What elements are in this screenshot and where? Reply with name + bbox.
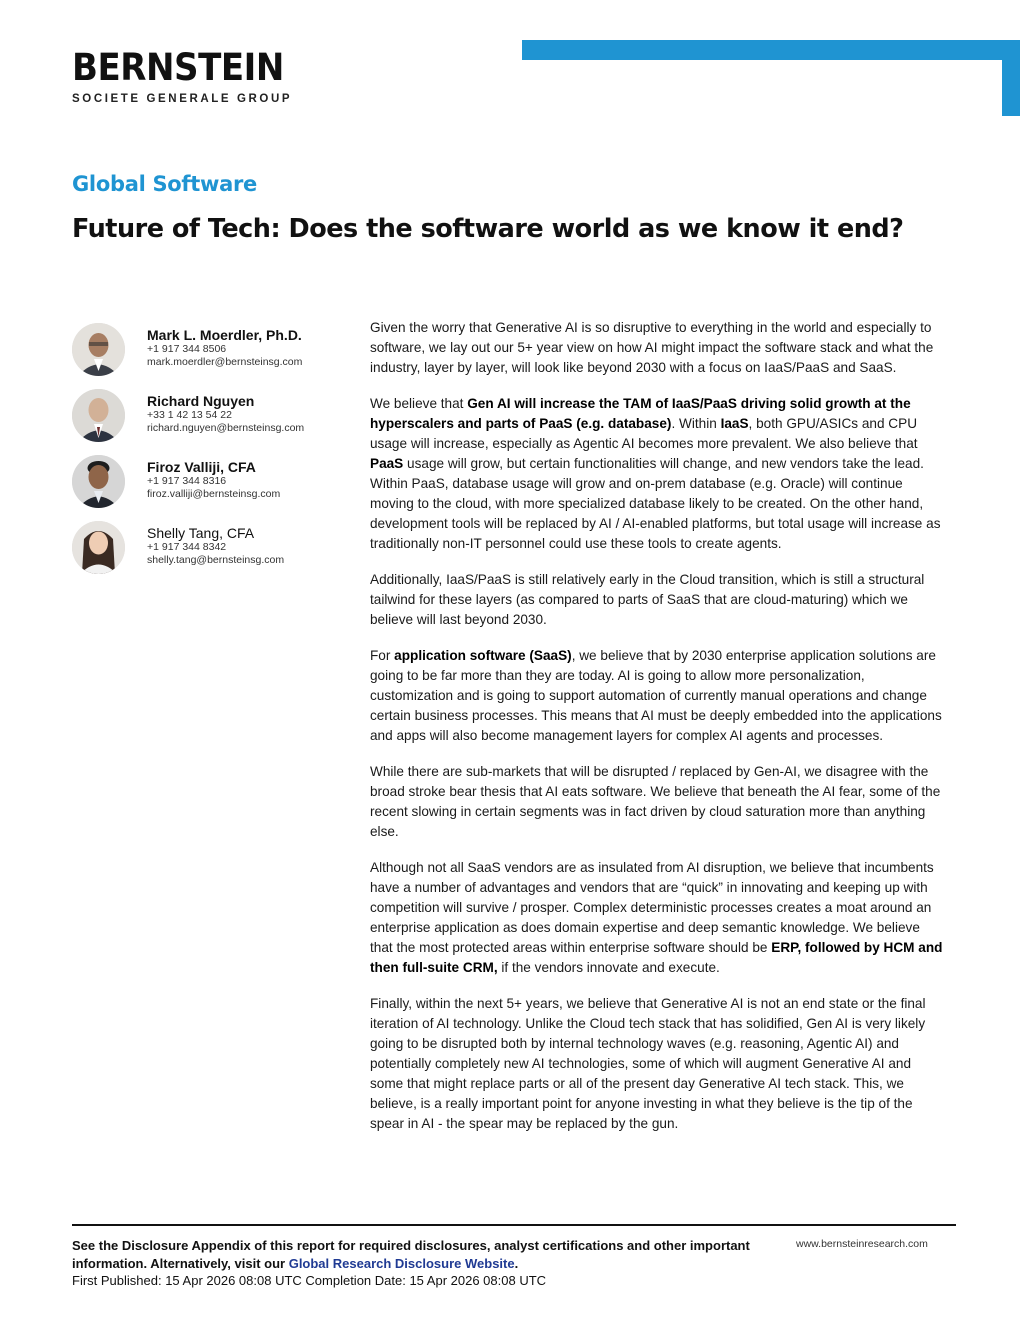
- analyst-photo: [72, 455, 125, 508]
- report-body: [370, 318, 945, 1150]
- analyst-phone: +1 917 344 8506: [147, 343, 227, 355]
- footer-disclosure: [72, 1237, 772, 1290]
- analyst-phone: +1 917 344 8342: [147, 541, 227, 553]
- accent-bar-vertical: [1002, 40, 1020, 116]
- report-title: Future of Tech: Does the software world as we know it end?: [72, 214, 904, 244]
- paragraph-text: . Within: [671, 416, 721, 431]
- body-paragraph: [370, 858, 945, 978]
- analyst-email[interactable]: shelly.tang@bernsteinsg.com: [147, 554, 285, 566]
- emphasis-text: IaaS: [720, 416, 749, 431]
- analyst-card: [72, 455, 342, 511]
- disclosure-text-end: .: [514, 1255, 519, 1271]
- paragraph-text: Finally, within the next 5+ years, we believe that Generative AI is not an end state or the final iteration of AI technology. Unlike the Cloud tech stack that has solidified, Gen AI is very likely going to be disrupted both by internal technology waves (e.g. reasoning, Agentic AI) and potentially completely new AI technologies, some of which will augment Generative AI and some that might replace parts or all of the present day Generative AI tech stack. This, we believe, is a really important point for anyone investing in what they believe is the tip of the spear in AI - the spear may be replaced by the gun.: [370, 996, 926, 1131]
- bernstein-logo: [72, 48, 302, 105]
- analyst-name: Firoz Valliji, CFA: [147, 459, 256, 475]
- emphasis-text: application software (SaaS): [394, 648, 572, 663]
- analyst-card: [72, 521, 342, 577]
- analyst-email[interactable]: richard.nguyen@bernsteinsg.com: [147, 422, 305, 434]
- emphasis-text: ERP, followed by HCM and then full-suite CRM,: [370, 940, 943, 975]
- paragraph-text: if the vendors innovate and execute.: [497, 960, 720, 975]
- body-paragraph: [370, 394, 945, 554]
- paragraph-text: , we believe that by 2030 enterprise application solutions are going to be far more than they are today. AI is going to allow more personalization, customization and is going to support automation of currently manual operations and change certain business processes. This means that AI must be deeply embedded into the applications and apps will also become management layers for complex AI agents and processes.: [370, 648, 942, 743]
- logo-wordmark: BERNSTEIN: [72, 46, 284, 89]
- paragraph-text: Although not all SaaS vendors are as insulated from AI disruption, we believe that incumbents have a number of advantages and vendors that are “quick” in innovating and keeping up with competition will survive / prosper. Complex deterministic processes creates a moat around an enterprise application as does domain expertise and deep semantic knowledge. We believe that the most protected areas within enterprise software should be: [370, 860, 934, 955]
- disclosure-website-link[interactable]: Global Research Disclosure Website: [288, 1255, 515, 1271]
- analyst-card: [72, 323, 342, 379]
- research-website-link[interactable]: www.bernsteinresearch.com: [796, 1238, 928, 1250]
- footer-divider: [72, 1224, 956, 1226]
- paragraph-text: For: [370, 648, 395, 663]
- analyst-name: Mark L. Moerdler, Ph.D.: [147, 327, 302, 343]
- body-paragraph: [370, 646, 945, 746]
- section-label: Global Software: [72, 172, 257, 196]
- analyst-name: Shelly Tang, CFA: [147, 525, 255, 541]
- emphasis-text: PaaS: [370, 456, 404, 471]
- analyst-photo: [72, 521, 125, 574]
- analyst-phone: +1 917 344 8316: [147, 475, 227, 487]
- accent-bar-horizontal: [522, 40, 1020, 60]
- paragraph-text: usage will grow, but certain functionalities will change, and new vendors take the lead. Within PaaS, database usage will grow and on-prem database (e.g. Oracle) will continue moving to the cloud, with more specialized database likely to be created. On the other hand, development tools will be replaced by AI / AI-enabled platforms, but total usage will increase as traditionally non-IT personnel could use these tools to create agents.: [370, 456, 941, 551]
- analyst-photo: [72, 323, 125, 376]
- paragraph-text: We believe that: [370, 396, 468, 411]
- paragraph-text: Given the worry that Generative AI is so disruptive to everything in the world and especially to software, we lay out our 5+ year view on how AI might impact the software stack and what the industry, layer by layer, will look like beyond 2030 with a focus on IaaS/PaaS and SaaS.: [370, 320, 934, 375]
- paragraph-text: While there are sub-markets that will be disrupted / replaced by Gen-AI, we disagree with the broad stroke bear thesis that AI eats software. We believe that beneath the AI fear, some of the recent slowing in certain segments was in fact driven by cloud saturation more than anything else.: [370, 764, 941, 839]
- body-paragraph: [370, 570, 945, 630]
- paragraph-text: , both GPU/ASICs and CPU usage will increase, especially as Agentic AI becomes more prevalent. We also believe that: [370, 416, 918, 451]
- analyst-phone: +33 1 42 13 54 22: [147, 409, 232, 421]
- analyst-email[interactable]: firoz.valliji@bernsteinsg.com: [147, 488, 281, 500]
- body-paragraph: [370, 762, 945, 842]
- analyst-email[interactable]: mark.moerdler@bernsteinsg.com: [147, 356, 303, 368]
- body-paragraph: [370, 318, 945, 378]
- emphasis-text: Gen AI will increase the TAM of IaaS/PaaS driving solid growth at the hyperscalers and parts of PaaS (e.g. database): [370, 396, 911, 431]
- analyst-card: [72, 389, 342, 445]
- disclosure-text: See the Disclosure Appendix of this report for required disclosures, analyst certifications and other important information. Alternatively, visit our: [72, 1238, 750, 1271]
- publication-dates: First Published: 15 Apr 2026 08:08 UTC Completion Date: 15 Apr 2026 08:08 UTC: [72, 1273, 547, 1288]
- body-paragraph: [370, 994, 945, 1134]
- paragraph-text: Additionally, IaaS/PaaS is still relatively early in the Cloud transition, which is still a structural tailwind for these layers (as compared to parts of SaaS that are cloud-maturing) which we believe will last beyond 2030.: [370, 572, 925, 627]
- logo-group-label: SOCIETE GENERALE GROUP: [72, 93, 293, 105]
- analyst-name: Richard Nguyen: [147, 393, 255, 409]
- analyst-photo: [72, 389, 125, 442]
